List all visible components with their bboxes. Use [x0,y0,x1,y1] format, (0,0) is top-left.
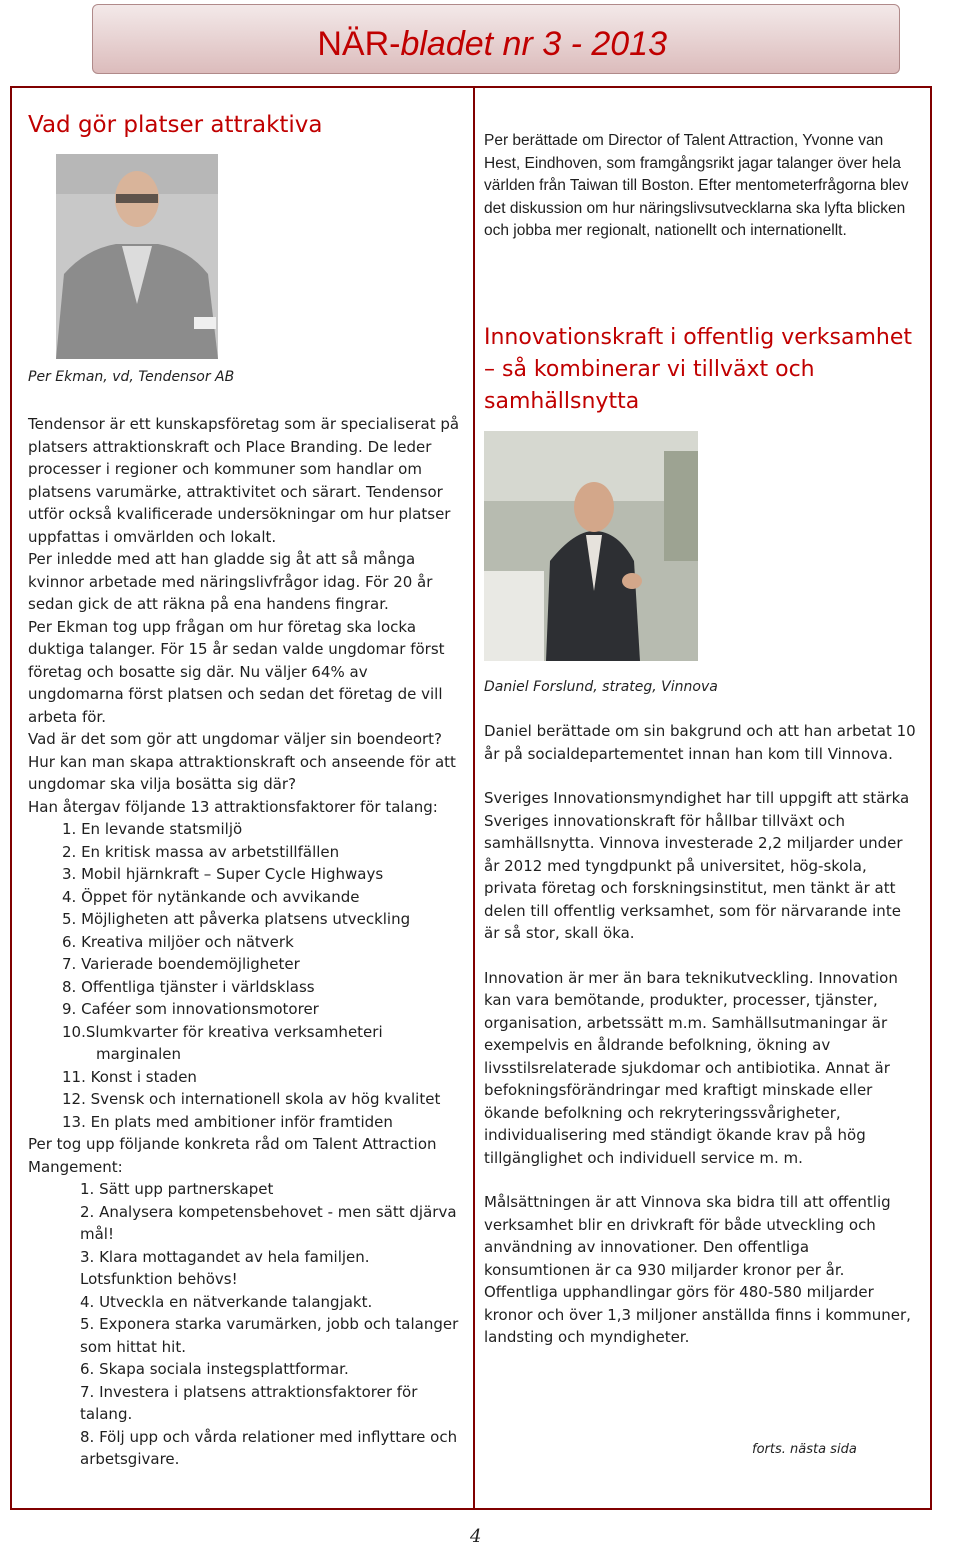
list-item: marginalen [96,1045,181,1063]
right-paragraph-2: Sveriges Innovationsmyndighet har till uppgift att stärka Sveriges innovationskraft för hållbar tillväxt och samhällsnytta. Vinnova investerade 2,2 miljarder under år 2012 med tyngdpunkt på universitet, hög-skola, privata företag och forskningsinstitut, men tänkt är att delen till offentlig verksamhet, som för närvarande inte är så stor, skall öka. [484,789,910,942]
continued-note: forts. nästa sida [752,1442,857,1457]
list-item: 10.Slumkvarter för kreativa verksamheteri [62,1022,383,1041]
newsletter-title: NÄR-bladet nr 3 - 2013 [317,25,667,63]
intro-paragraph-3: Per Ekman tog upp frågan om hur företag ska locka duktiga talanger. För 15 år sedan valde ungdomar först företag och bosatte sig där. Nu väljer 64% av ungdomarna först platsen och sedan det företag de vill arbeta för. [28,617,445,726]
advice-list [28,1178,460,1471]
list-item: 5. Exponera starka varumärken, jobb och talanger som hittat hit. [80,1315,459,1356]
right-paragraph-3: Innovation är mer än bara teknikutveckling. Innovation kan vara bemötande, produkter, processer, tjänster, organisation, arbetssätt m.m. Samhällsutmaningar är exempelvis en åldrande befolkning, ökning av livsstilsrelaterade sjukdomar och antibiotika. Annat är befokningsförändringar med kraftigt minskade eller ökande befolkning och rekryteringssvårigheter, individualisering med ständigt ökande krav på hög tillgänglighet och individuell service m. m. [484,968,898,1167]
right-article-body [484,720,918,1349]
list-item: 7. Investera i platsens attraktionsfaktorer för talang. [80,1382,418,1423]
column-divider [473,86,475,1510]
list-item: 1. Sätt upp partnerskapet [80,1180,274,1198]
list-item: 8. Offentliga tjänster i världsklass [62,977,315,996]
list-item: 9. Caféer som innovationsmotorer [62,1000,319,1018]
list-item: 2. En kritisk massa av arbetstillfällen [62,842,340,861]
daniel-forslund-photo [484,431,698,661]
intro-paragraph-4: Vad är det som gör att ungdomar väljer sin boendeort? Hur kan man skapa attraktionskraft och anseende för att ungdomar ska vilja bosätta sig där? [28,730,456,793]
advice-intro: Per tog upp följande konkreta råd om Talent Attraction Mangement: [28,1135,437,1176]
attraction-factors-list [28,818,460,1133]
intro-paragraph-2: Per inledde med att han gladde sig åt att så många kvinnor arbetade med näringslivfrågor idag. För 20 år sedan gick de att räkna på ena handens fingrar. [28,550,433,613]
list-item: 4. Utveckla en nätverkande talangjakt. [80,1292,373,1311]
intro-paragraph-1: Tendensor är ett kunskapsföretag som är specialiserat på platsers attraktionskraft och Place Branding. De leder processer i regioner och kommuner som handlar om platsens varumärke, attraktivitet och särart. Tendensor utför också kvalificerade undersökningar om hur platser uppfattas i omvärlden och lokalt. [28,415,460,546]
left-article-body [28,413,460,1471]
right-article-title: Innovationskraft i offentlig verksamhet – så kombinerar vi tillväxt och samhällsnytta [484,325,913,414]
list-item: 3. Mobil hjärnkraft – Super Cycle Highways [62,865,384,883]
right-paragraph-4: Målsättningen är att Vinnova ska bidra till att offentlig verksamhet blir en drivkraft för både utveckling och användning av innovationer. Den offentliga konsumtionen är ca 930 miljarder kronor per år. Offentliga upphandlingar görs för 480-580 miljarder kronor och över 1,3 miljoner anställda finns i kommuner, landsting och myndigheter. [484,1193,911,1346]
right-top-text: Per berättade om Director of Talent Attraction, Yvonne van Hest, Eindhoven, som framgångsrikt jagar talanger över hela världen från Taiwan till Boston. Efter mentometerfrågorna blev det diskussion om hur näringslivsutvecklarna ska lyfta blicken och jobba mer regionalt, nationellt och internationellt. [484,132,909,239]
list-item: 13. En plats med ambitioner inför framtiden [62,1112,393,1131]
page-number: 4 [470,1526,482,1547]
list-item: 11. Konst i staden [62,1067,197,1086]
intro-paragraph-5: Han återgav följande 13 attraktionsfaktorer för talang: [28,797,438,816]
per-ekman-caption: Per Ekman, vd, Tendensor AB [28,369,235,385]
list-item: 12. Svensk och internationell skola av hög kvalitet [62,1090,441,1108]
list-item: 7. Varierade boendemöjligheter [62,955,300,973]
masthead [92,4,900,74]
list-item: 5. Möjligheten att påverka platsens utveckling [62,910,411,928]
list-item: 6. Skapa sociala instegsplattformar. [80,1360,349,1378]
left-article-title: Vad gör platser attraktiva [28,112,323,138]
list-item: 2. Analysera kompetensbehovet - men sätt djärva mål! [80,1202,457,1243]
daniel-forslund-caption: Daniel Forslund, strateg, Vinnova [484,679,718,695]
right-paragraph-1: Daniel berättade om sin bakgrund och att han arbetat 10 år på socialdepartementet innan han kom till Vinnova. [484,722,916,763]
list-item: 8. Följ upp och vårda relationer med inflyttare och arbetsgivare. [80,1427,458,1468]
list-item: 6. Kreativa miljöer och nätverk [62,932,294,951]
list-item: 3. Klara mottagandet av hela familjen. Lotsfunktion behövs! [80,1247,370,1288]
list-item: 4. Öppet för nytänkande och avvikande [62,887,360,906]
list-item: 1. En levande statsmiljö [62,820,243,838]
per-ekman-photo [56,154,218,359]
